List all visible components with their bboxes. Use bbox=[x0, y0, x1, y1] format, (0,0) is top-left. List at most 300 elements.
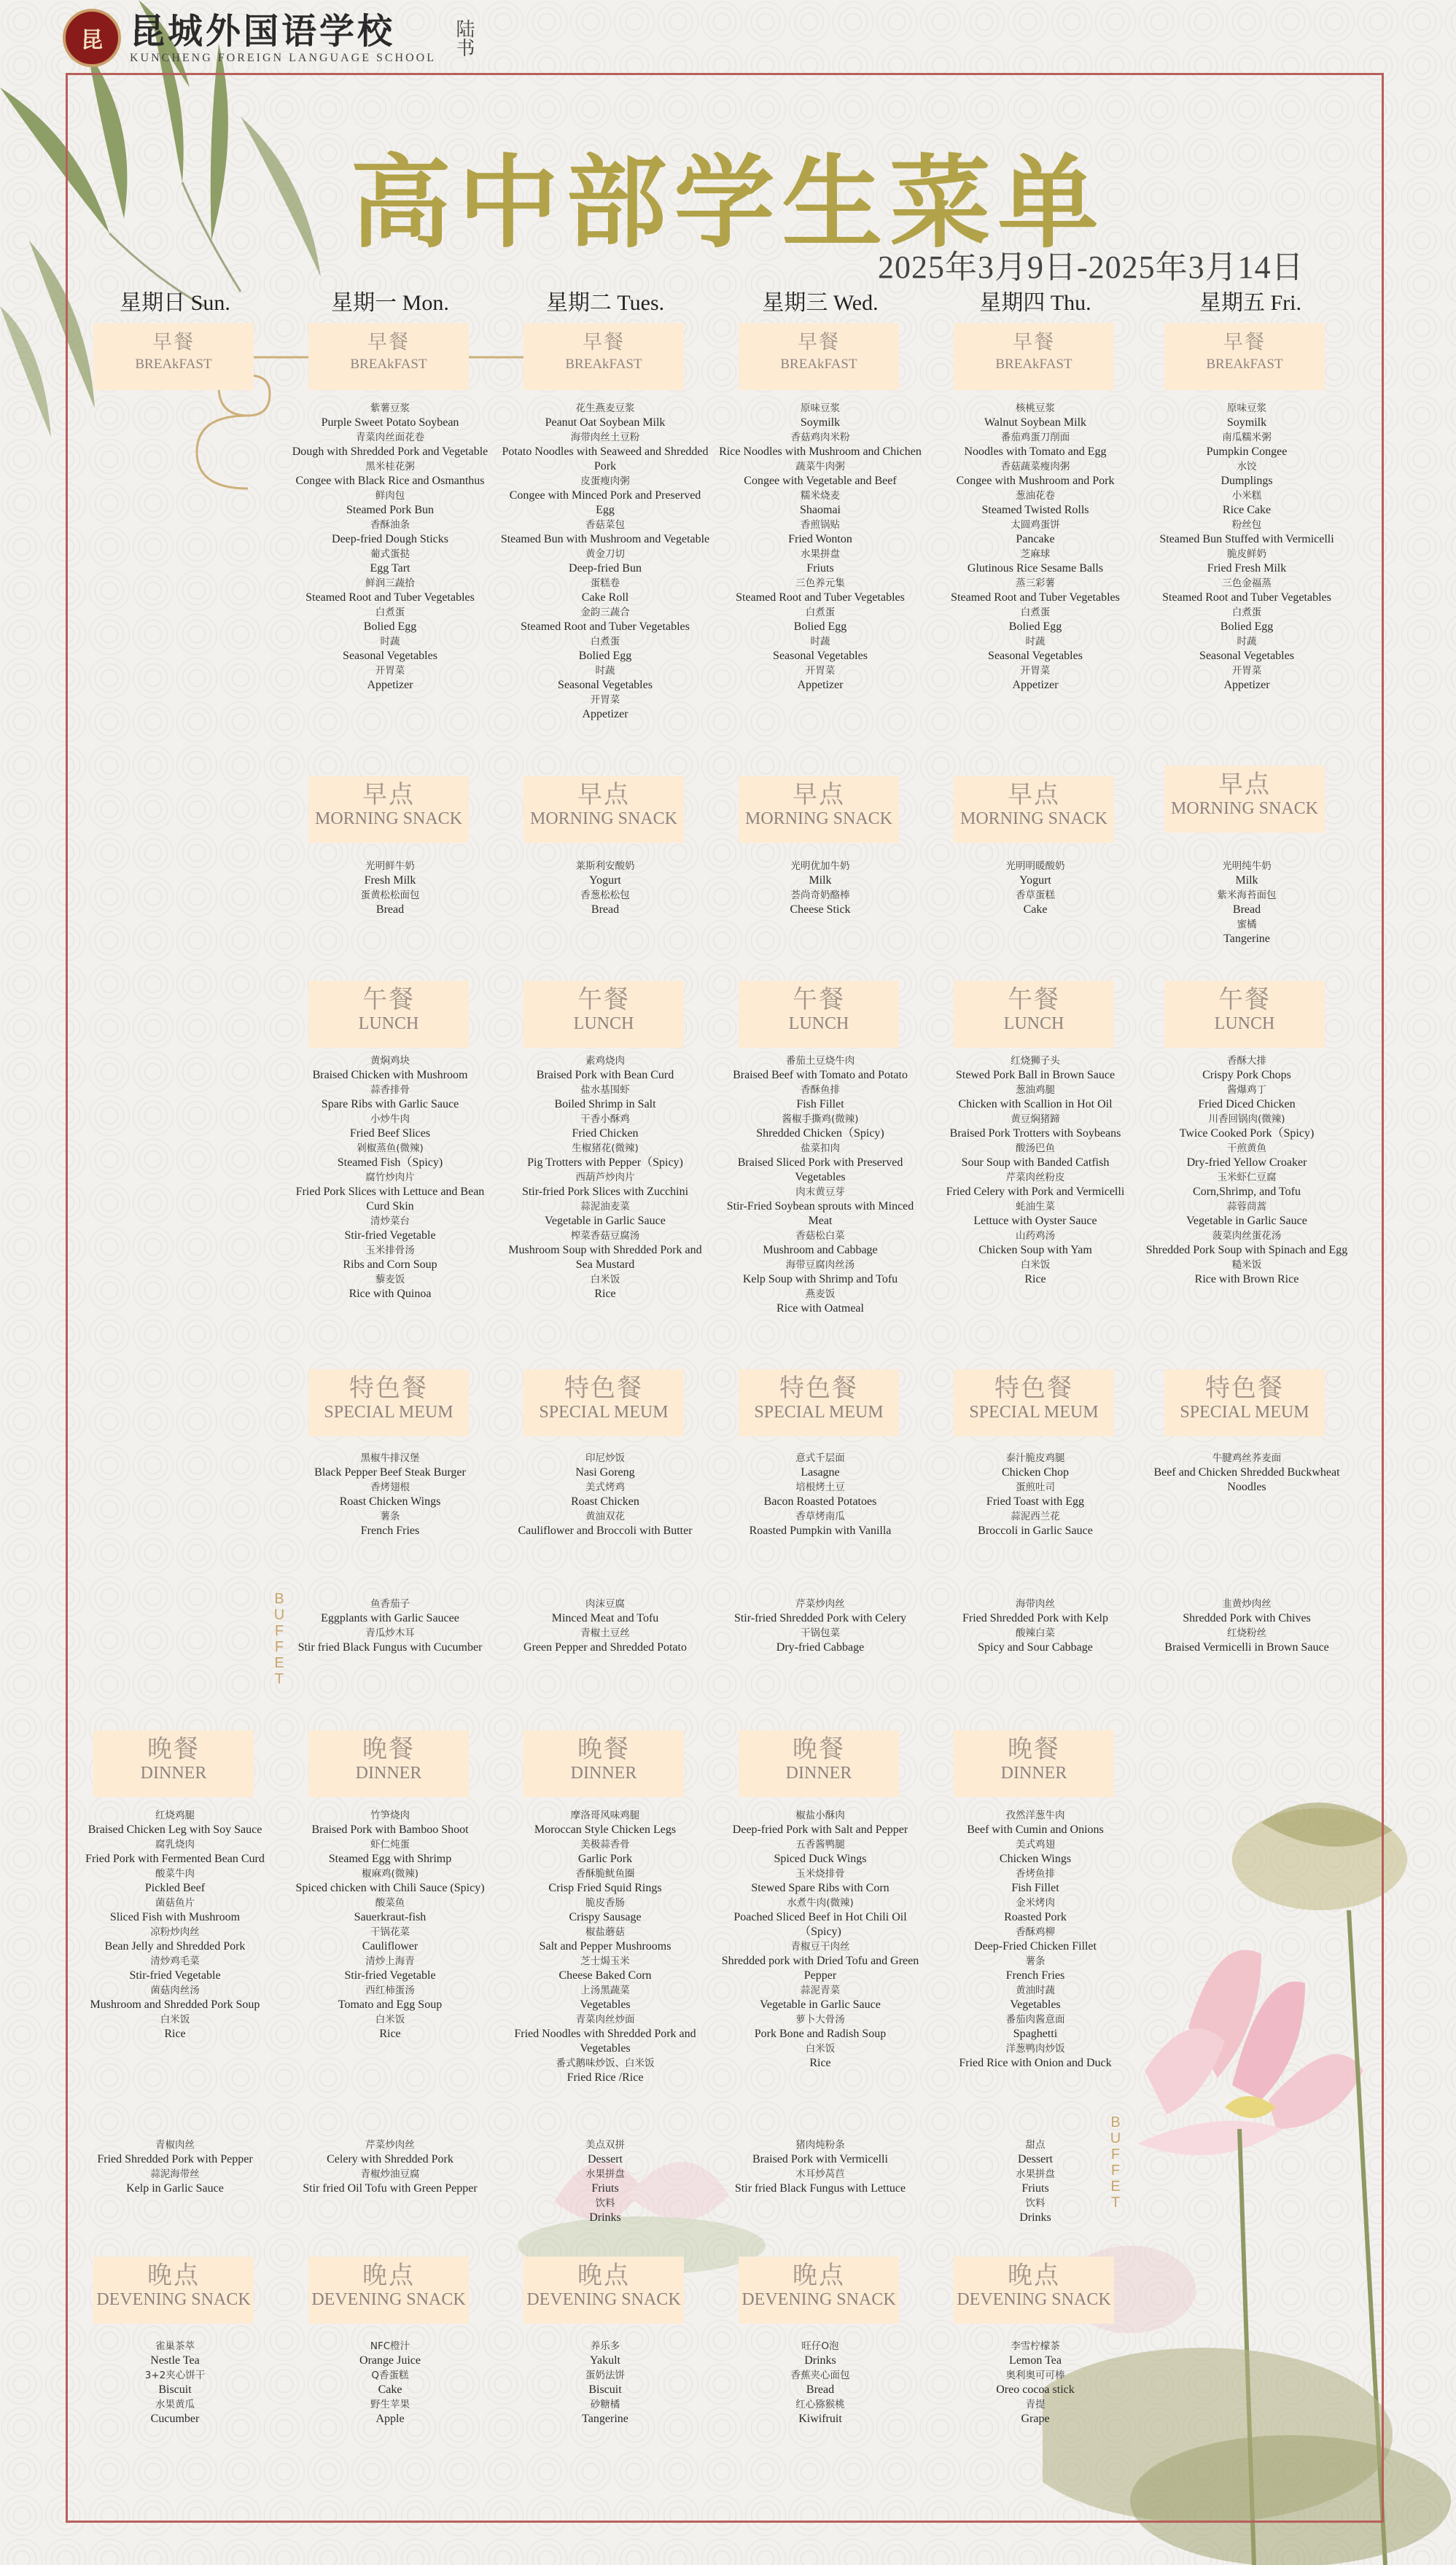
menu-item: 生椒猪花(微辣) bbox=[572, 1143, 639, 1154]
menu-item: 蒸三彩薯 bbox=[1016, 577, 1055, 589]
menu-item: Vegetable in Garlic Sauce bbox=[1186, 1215, 1307, 1227]
dinner-list-mon bbox=[284, 1808, 496, 2042]
menu-item: 芹菜炒肉丝 bbox=[795, 1598, 845, 1610]
menu-item: Fried Chicken bbox=[572, 1127, 639, 1140]
menu-item: Salt and Pepper Mushrooms bbox=[539, 1940, 671, 1953]
menu-item: 腐乳烧肉 bbox=[155, 1839, 195, 1850]
menu-item: 时蔬 bbox=[1237, 636, 1257, 647]
menu-item: 香葱松松包 bbox=[580, 890, 630, 901]
menu-item: 香酥大排 bbox=[1227, 1055, 1266, 1067]
menu-item: 奥利奥可可棒 bbox=[1005, 2370, 1065, 2381]
menu-item: 剁椒蒸鱼(微辣) bbox=[357, 1143, 424, 1154]
buffet-list-tue bbox=[499, 1597, 711, 1655]
menu-item: Vegetable in Garlic Sauce bbox=[545, 1215, 666, 1227]
menu-item: 蛋黄松松面包 bbox=[360, 890, 420, 901]
menu-item: Seasonal Vegetables bbox=[773, 650, 868, 662]
menu-item: 蒜香排骨 bbox=[370, 1084, 410, 1096]
menu-item: 玉米烧排骨 bbox=[795, 1868, 845, 1880]
school-name-cn: 昆城外国语学校 bbox=[130, 11, 396, 52]
menu-item: 印尼炒饭 bbox=[585, 1452, 625, 1464]
special-meal-badge: 特色餐 SPECIAL MEUM bbox=[308, 1369, 469, 1436]
menu-item: 鲜肉包 bbox=[375, 490, 405, 502]
dinner-buffet-list-mon bbox=[284, 2138, 496, 2196]
menu-item: 葱油花卷 bbox=[1016, 490, 1055, 502]
menu-item: 蚝油生菜 bbox=[1016, 1201, 1055, 1213]
menu-item: Potato Noodles with Seaweed and Shredded Pork bbox=[502, 445, 709, 472]
menu-item: Noodles with Tomato and Egg bbox=[964, 445, 1107, 458]
menu-item: 黄焖鸡块 bbox=[370, 1055, 410, 1067]
menu-item: Rice with Oatmeal bbox=[776, 1302, 864, 1315]
menu-item: 养乐多 bbox=[590, 2340, 620, 2352]
menu-item: 美式鸡翅 bbox=[1016, 1839, 1055, 1850]
special-list-tue bbox=[499, 1451, 711, 1538]
lunch-badge: 午餐 LUNCH bbox=[1164, 981, 1325, 1048]
special-meal-badge: 特色餐 SPECIAL MEUM bbox=[1164, 1369, 1325, 1436]
menu-item: 番茄土豆烧牛肉 bbox=[785, 1055, 855, 1067]
menu-item: 红心猕猴桃 bbox=[795, 2399, 845, 2410]
dinner-list-wed bbox=[715, 1808, 926, 2071]
menu-item: 干香小酥鸡 bbox=[580, 1113, 630, 1125]
menu-item: 番茄肉酱意面 bbox=[1005, 2014, 1065, 2025]
page-title: 高中部学生菜单 bbox=[350, 144, 1106, 262]
menu-item: Rice with Brown Rice bbox=[1194, 1273, 1299, 1285]
menu-item: Fried Shredded Pork with Pepper bbox=[97, 2153, 253, 2165]
menu-item: Bolied Egg bbox=[578, 650, 632, 662]
menu-item: Drinks bbox=[1019, 2211, 1051, 2224]
menu-item: Vegetables bbox=[1010, 1998, 1061, 2011]
menu-item: 白煮蛋 bbox=[590, 636, 620, 647]
menu-item: 椒盐小酥肉 bbox=[795, 1810, 845, 1821]
menu-item: 黄油双花 bbox=[585, 1511, 625, 1522]
evening-snack-list-tue bbox=[499, 2339, 711, 2426]
menu-item: Roasted Pork bbox=[1004, 1911, 1067, 1923]
menu-item: 野生苹果 bbox=[370, 2399, 410, 2410]
menu-item: Bacon Roasted Potatoes bbox=[763, 1495, 877, 1508]
menu-item: Friuts bbox=[806, 562, 834, 575]
menu-item: Sour Soup with Banded Catfish bbox=[961, 1156, 1110, 1169]
morning-snack-list-wed bbox=[715, 859, 926, 917]
menu-item: 糙米饭 bbox=[1231, 1259, 1262, 1271]
menu-item: 香烤鱼排 bbox=[1016, 1868, 1055, 1880]
menu-item: 粉丝包 bbox=[1231, 519, 1262, 531]
menu-item: Mushroom and Cabbage bbox=[763, 1244, 878, 1256]
menu-item: Bolied Egg bbox=[793, 620, 847, 633]
special-meal-badge: 特色餐 SPECIAL MEUM bbox=[739, 1369, 899, 1436]
dinner-list-thu bbox=[930, 1808, 1141, 2071]
menu-item: 干锅包菜 bbox=[801, 1627, 840, 1639]
menu-item: Steamed Pork Bun bbox=[346, 504, 434, 516]
menu-item: Shredded Pork with Chives bbox=[1183, 1612, 1311, 1624]
evening-snack-badge: 晚点 DEVENING SNACK bbox=[954, 2257, 1114, 2324]
buffet-list-fri bbox=[1141, 1597, 1352, 1655]
breakfast-list-wed bbox=[715, 401, 926, 693]
menu-item: 时蔬 bbox=[1025, 636, 1046, 647]
menu-item: 青椒肉丝 bbox=[155, 2139, 195, 2151]
menu-item: Seasonal Vegetables bbox=[343, 650, 437, 662]
menu-item: 李雪柠檬茶 bbox=[1011, 2340, 1060, 2352]
menu-item: 香草蛋糕 bbox=[1016, 890, 1055, 901]
breakfast-badge: 早餐 BREAkFAST bbox=[739, 323, 899, 390]
lunch-list-wed bbox=[715, 1054, 926, 1316]
menu-item: 光明纯牛奶 bbox=[1222, 860, 1272, 872]
menu-item: 开胃菜 bbox=[805, 665, 836, 677]
menu-item: 蛋糕卷 bbox=[590, 577, 620, 589]
menu-item: 白米饭 bbox=[375, 2014, 405, 2025]
menu-item: 蛋煎吐司 bbox=[1016, 1482, 1055, 1493]
menu-item: Yakult bbox=[590, 2354, 620, 2367]
dinner-list-tue bbox=[499, 1808, 711, 2085]
menu-item: 凉粉炒肉丝 bbox=[150, 1926, 200, 1938]
menu-item: Corn,Shrimp, and Tofu bbox=[1193, 1186, 1301, 1198]
menu-item: 上汤黑蔬菜 bbox=[580, 1985, 630, 1996]
menu-item: Rice with Quinoa bbox=[349, 1288, 432, 1300]
menu-item: 腐竹炒肉片 bbox=[365, 1172, 415, 1183]
menu-item: Bread bbox=[806, 2383, 835, 2396]
menu-item: Fish Fillet bbox=[1011, 1882, 1059, 1894]
menu-item: Appetizer bbox=[1012, 679, 1059, 691]
day-header-sun: 星期日 Sun. bbox=[120, 291, 230, 315]
menu-item: Fried Fresh Milk bbox=[1207, 562, 1287, 575]
menu-item: 水果黄瓜 bbox=[155, 2399, 195, 2410]
day-header-wed: 星期三 Wed. bbox=[762, 291, 879, 315]
menu-item: Braised Pork with Bean Curd bbox=[536, 1069, 674, 1081]
menu-item: 藜麦饭 bbox=[375, 1274, 405, 1285]
menu-item: Poached Sliced Beef in Hot Chili Oil（Spicy) bbox=[733, 1911, 907, 1938]
menu-item: Deep-fried Pork with Salt and Pepper bbox=[732, 1823, 908, 1836]
menu-item: Congee with Minced Pork and Preserved Egg bbox=[509, 489, 701, 516]
menu-item: 芹菜炒肉丝 bbox=[365, 2139, 415, 2151]
menu-item: 香草烤南瓜 bbox=[795, 1511, 845, 1522]
menu-item: 菌菇鱼片 bbox=[155, 1897, 195, 1909]
dinner-list-sun bbox=[69, 1808, 281, 2042]
menu-item: Cauliflower bbox=[362, 1940, 418, 1953]
menu-item: 鲜润三蔬拾 bbox=[365, 577, 415, 589]
menu-item: 水果拼盘 bbox=[1016, 2168, 1055, 2180]
menu-item: Spiced Duck Wings bbox=[774, 1853, 867, 1865]
morning-snack-list-mon bbox=[284, 859, 496, 917]
menu-item: 海带肉丝土豆粉 bbox=[570, 432, 640, 443]
menu-item: 玉米排骨汤 bbox=[365, 1245, 415, 1256]
menu-item: 莱斯利安酸奶 bbox=[575, 860, 635, 872]
menu-item: Shredded pork with Dried Tofu and Green Pepper bbox=[721, 1955, 919, 1982]
menu-item: French Fries bbox=[1005, 1969, 1065, 1982]
menu-item: Green Pepper and Shredded Potato bbox=[523, 1641, 687, 1654]
menu-item: Fried Rice with Onion and Duck bbox=[959, 2057, 1112, 2069]
morning-snack-list-fri bbox=[1141, 859, 1352, 946]
menu-item: Steamed Root and Tuber Vegetables bbox=[736, 591, 905, 604]
menu-item: Fried Celery with Pork and Vermicelli bbox=[946, 1186, 1125, 1198]
dinner-badge: 晚餐 DINNER bbox=[523, 1730, 684, 1797]
menu-item: 蒜泥青菜 bbox=[801, 1985, 840, 1996]
menu-item: Deep-Fried Chicken Fillet bbox=[974, 1940, 1097, 1953]
menu-item: Soymilk bbox=[800, 416, 841, 429]
menu-item: 萝卜大骨汤 bbox=[795, 2014, 845, 2025]
menu-item: Braised Chicken with Mushroom bbox=[312, 1069, 468, 1081]
menu-item: Cake Roll bbox=[581, 591, 629, 604]
menu-item: 香酥油条 bbox=[370, 519, 410, 531]
menu-item: Milk bbox=[809, 874, 832, 887]
lunch-badge: 午餐 LUNCH bbox=[739, 981, 899, 1048]
menu-item: Peanut Oat Soybean Milk bbox=[545, 416, 666, 429]
menu-item: 光明鲜牛奶 bbox=[365, 860, 415, 872]
buffet-label: BUFFET bbox=[1110, 2114, 1121, 2211]
special-list-fri bbox=[1141, 1451, 1352, 1495]
menu-item: 脆皮香肠 bbox=[585, 1897, 625, 1909]
menu-item: Pumpkin Congee bbox=[1206, 445, 1288, 458]
menu-item: 培根烤土豆 bbox=[795, 1482, 845, 1493]
menu-item: 香酥鱼排 bbox=[801, 1084, 840, 1096]
menu-item: 开胃菜 bbox=[1020, 665, 1051, 677]
menu-item: 洋葱鸭肉炒饭 bbox=[1005, 2043, 1065, 2055]
menu-item: 水煮牛肉(微辣) bbox=[787, 1897, 854, 1909]
menu-item: 3+2夹心饼干 bbox=[144, 2370, 206, 2381]
menu-item: Chicken with Scallion in Hot Oil bbox=[958, 1098, 1113, 1110]
menu-item: 蒜泥油麦菜 bbox=[580, 1201, 630, 1213]
menu-item: 蛋奶法饼 bbox=[585, 2370, 625, 2381]
menu-item: Rice bbox=[379, 2028, 401, 2040]
day-header-thu: 星期四 Thu. bbox=[979, 291, 1091, 315]
menu-item: 白煮蛋 bbox=[1020, 607, 1051, 618]
evening-snack-badge: 晚点 DEVENING SNACK bbox=[523, 2257, 684, 2324]
menu-item: Ribs and Corn Soup bbox=[343, 1258, 437, 1271]
dinner-badge: 晚餐 DINNER bbox=[93, 1730, 254, 1797]
menu-item: 美极蒜香骨 bbox=[580, 1839, 630, 1850]
menu-item: Congee with Black Rice and Osmanthus bbox=[295, 475, 485, 487]
menu-item: Nestle Tea bbox=[150, 2354, 200, 2367]
menu-item: Shredded Pork Soup with Spinach and Egg bbox=[1145, 1244, 1348, 1256]
breakfast-list-fri bbox=[1141, 401, 1352, 693]
menu-item: Appetizer bbox=[582, 708, 628, 720]
menu-item: Crispy Pork Chops bbox=[1202, 1069, 1291, 1081]
menu-item: Stir-fried Vegetable bbox=[129, 1969, 221, 1982]
evening-snack-list-wed bbox=[715, 2339, 926, 2426]
menu-item: Cucumber bbox=[150, 2413, 200, 2425]
menu-item: Rice bbox=[1024, 1273, 1046, 1285]
menu-item: Drinks bbox=[589, 2211, 621, 2224]
menu-item: 酱爆鸡丁 bbox=[1227, 1084, 1266, 1096]
menu-item: 菌菇肉丝汤 bbox=[150, 1985, 200, 1996]
menu-item: NFC橙汁 bbox=[370, 2340, 410, 2352]
menu-item: Eggplants with Garlic Saucee bbox=[321, 1612, 459, 1624]
menu-item: Steamed Egg with Shrimp bbox=[328, 1853, 452, 1865]
morning-snack-badge: 早点 MORNING SNACK bbox=[308, 776, 469, 843]
menu-item: 盐菜扣肉 bbox=[801, 1143, 840, 1154]
buffet-list-wed bbox=[715, 1597, 926, 1655]
menu-item: Appetizer bbox=[797, 679, 844, 691]
menu-item: 摩洛哥风味鸡腿 bbox=[570, 1810, 640, 1821]
menu-item: Lemon Tea bbox=[1009, 2354, 1062, 2367]
menu-item: Sauerkraut-fish bbox=[354, 1911, 427, 1923]
menu-item: Stir-Fried Soybean sprouts with Minced Meat bbox=[726, 1200, 914, 1227]
menu-item: 香菇蔬菜瘦肉粥 bbox=[1000, 461, 1070, 472]
menu-item: Braised Vermicelli in Brown Sauce bbox=[1164, 1641, 1329, 1654]
menu-item: Braised Sliced Pork with Preserved Vegetables bbox=[737, 1156, 903, 1183]
menu-item: Seasonal Vegetables bbox=[558, 679, 653, 691]
menu-item: Appetizer bbox=[1223, 679, 1270, 691]
menu-item: 薯条 bbox=[1025, 1955, 1046, 1967]
menu-item: 干锅花菜 bbox=[370, 1926, 410, 1938]
menu-item: Steamed Root and Tuber Vegetables bbox=[1162, 591, 1331, 604]
school-seal-icon: 昆 bbox=[63, 9, 121, 67]
menu-item: Tomato and Egg Soup bbox=[338, 1998, 443, 2011]
special-list-thu bbox=[930, 1451, 1141, 1538]
menu-item: Deep-fried Bun bbox=[569, 562, 642, 575]
menu-item: 饮料 bbox=[595, 2198, 615, 2209]
menu-item: 香蕉夹心面包 bbox=[790, 2370, 850, 2381]
menu-item: Bolied Egg bbox=[363, 620, 417, 633]
menu-item: Kiwifruit bbox=[798, 2413, 842, 2425]
menu-item: 芝麻球 bbox=[1020, 548, 1051, 560]
menu-item: 开胃菜 bbox=[590, 694, 620, 706]
menu-item: 开胃菜 bbox=[1231, 665, 1262, 677]
menu-item: Friuts bbox=[1021, 2182, 1049, 2195]
menu-item: Crispy Sausage bbox=[569, 1911, 642, 1923]
dinner-badge: 晚餐 DINNER bbox=[308, 1730, 469, 1797]
morning-snack-badge: 早点 MORNING SNACK bbox=[739, 776, 899, 843]
menu-item: Biscuit bbox=[158, 2383, 192, 2396]
menu-item: Apple bbox=[375, 2413, 405, 2425]
menu-item: Tangerine bbox=[1223, 933, 1270, 945]
menu-item: 黄豆焖猪蹄 bbox=[1011, 1113, 1060, 1125]
menu-item: Vegetable in Garlic Sauce bbox=[760, 1998, 881, 2011]
breakfast-badge: 早餐 BREAkFAST bbox=[523, 323, 684, 390]
menu-item: 白米饭 bbox=[805, 2043, 836, 2055]
menu-item: 三色金福蒸 bbox=[1222, 577, 1272, 589]
menu-item: Fried Shredded Pork with Kelp bbox=[962, 1612, 1108, 1624]
menu-item: 肉沫豆腐 bbox=[585, 1598, 625, 1610]
menu-item: 紫薯豆浆 bbox=[370, 402, 410, 414]
menu-item: Congee with Vegetable and Beef bbox=[744, 475, 897, 487]
menu-item: 三色养元集 bbox=[795, 577, 845, 589]
menu-item: 干煎黄鱼 bbox=[1227, 1143, 1266, 1154]
menu-item: 青提 bbox=[1025, 2399, 1046, 2410]
menu-item: 荟尚奇奶酪棒 bbox=[790, 890, 850, 901]
buffet-label: BUFFET bbox=[273, 1591, 285, 1687]
menu-item: 肉末黄豆芽 bbox=[795, 1186, 845, 1198]
menu-item: 青菜肉丝面花卷 bbox=[355, 432, 425, 443]
menu-item: 黄金刀切 bbox=[585, 548, 625, 560]
school-logo bbox=[63, 9, 478, 67]
menu-item: Dessert bbox=[1018, 2153, 1053, 2165]
menu-item: 海带肉丝 bbox=[1016, 1598, 1055, 1610]
menu-item: Friuts bbox=[591, 2182, 619, 2195]
menu-item: 白煮蛋 bbox=[805, 607, 836, 618]
menu-item: Rice bbox=[809, 2057, 831, 2069]
menu-item: Mushroom Soup with Shredded Pork and Sea Mustard bbox=[508, 1244, 702, 1271]
menu-item: 饮料 bbox=[1025, 2198, 1046, 2209]
menu-item: 猪肉炖粉条 bbox=[795, 2139, 845, 2151]
menu-item: Bread bbox=[1232, 903, 1261, 916]
morning-snack-list-tue bbox=[499, 859, 711, 917]
menu-item: 清炒上海青 bbox=[365, 1955, 415, 1967]
menu-item: 孜然洋葱牛肉 bbox=[1005, 1810, 1065, 1821]
menu-item: Steamed Fish（Spicy) bbox=[337, 1156, 443, 1169]
menu-item: 美式烤鸡 bbox=[585, 1482, 625, 1493]
menu-item: Spicy and Sour Cabbage bbox=[978, 1641, 1093, 1654]
special-meal-badge: 特色餐 SPECIAL MEUM bbox=[954, 1369, 1114, 1436]
evening-snack-badge: 晚点 DEVENING SNACK bbox=[739, 2257, 899, 2324]
menu-item: 红烧粉丝 bbox=[1227, 1627, 1266, 1639]
menu-item: Stir fried Black Fungus with Cucumber bbox=[297, 1641, 483, 1654]
buffet-list-thu bbox=[930, 1597, 1141, 1655]
menu-item: 五香酱鸭腿 bbox=[795, 1839, 845, 1850]
menu-item: Steamed Root and Tuber Vegetables bbox=[951, 591, 1120, 604]
lunch-list-fri bbox=[1141, 1054, 1352, 1287]
menu-item: Broccoli in Garlic Sauce bbox=[978, 1525, 1093, 1537]
evening-snack-badge: 晚点 DEVENING SNACK bbox=[93, 2257, 254, 2324]
menu-item: Dry-fried Cabbage bbox=[776, 1641, 865, 1654]
menu-item: Oreo cocoa stick bbox=[996, 2383, 1075, 2396]
menu-item: Seasonal Vegetables bbox=[1199, 650, 1294, 662]
day-header-mon: 星期一 Mon. bbox=[331, 291, 449, 315]
menu-item: Dry-fried Yellow Croaker bbox=[1186, 1156, 1307, 1169]
menu-item: 香煎锅贴 bbox=[801, 519, 840, 531]
menu-item: Walnut Soybean Milk bbox=[984, 416, 1087, 429]
menu-item: 香烤翅根 bbox=[370, 1482, 410, 1493]
menu-item: Roasted Pumpkin with Vanilla bbox=[749, 1525, 892, 1537]
menu-item: 白煮蛋 bbox=[375, 607, 405, 618]
menu-item: 红烧狮子头 bbox=[1011, 1055, 1060, 1067]
menu-item: Deep-fried Dough Sticks bbox=[332, 533, 448, 545]
menu-item: Congee with Mushroom and Pork bbox=[956, 475, 1115, 487]
menu-item: Dumplings bbox=[1221, 475, 1273, 487]
menu-item: 玉米虾仁豆腐 bbox=[1217, 1172, 1277, 1183]
menu-item: 椒麻鸡(微辣) bbox=[361, 1868, 419, 1880]
menu-item: Pig Trotters with Pepper（Spicy) bbox=[527, 1156, 683, 1169]
menu-item: Cheese Stick bbox=[790, 903, 851, 916]
menu-item: 酱椒手撕鸡(微辣) bbox=[782, 1113, 859, 1125]
menu-item: 小炒牛肉 bbox=[370, 1113, 410, 1125]
menu-item: 光明明暖酸奶 bbox=[1005, 860, 1065, 872]
special-list-mon bbox=[284, 1451, 496, 1538]
menu-item: 美点双拼 bbox=[585, 2139, 625, 2151]
menu-item: Steamed Bun Stuffed with Vermicelli bbox=[1159, 533, 1334, 545]
menu-item: Garlic Pork bbox=[577, 1853, 633, 1865]
menu-item: Chicken Wings bbox=[999, 1853, 1072, 1865]
lunch-badge: 午餐 LUNCH bbox=[954, 981, 1114, 1048]
menu-item: Cake bbox=[378, 2383, 402, 2396]
menu-item: Steamed Root and Tuber Vegetables bbox=[305, 591, 475, 604]
menu-item: 清炒菜台 bbox=[370, 1215, 410, 1227]
menu-item: Roast Chicken Wings bbox=[339, 1495, 441, 1508]
menu-item: Rice bbox=[164, 2028, 186, 2040]
menu-item: Stewed Spare Ribs with Corn bbox=[751, 1882, 889, 1894]
menu-item: 金米烤肉 bbox=[1016, 1897, 1055, 1909]
menu-item: 时蔬 bbox=[380, 636, 400, 647]
menu-item: 太圆鸡蛋饼 bbox=[1011, 519, 1060, 531]
menu-item: Grape bbox=[1021, 2413, 1050, 2425]
calligraphy-signature: 陆书 bbox=[453, 19, 475, 57]
menu-item: 芹菜肉丝粉皮 bbox=[1005, 1172, 1065, 1183]
morning-snack-badge: 早点 MORNING SNACK bbox=[954, 776, 1114, 843]
dinner-badge: 晚餐 DINNER bbox=[954, 1730, 1114, 1797]
lunch-list-mon bbox=[284, 1054, 496, 1301]
menu-item: 黑米桂花粥 bbox=[365, 461, 415, 472]
menu-item: 薯条 bbox=[380, 1511, 400, 1522]
menu-item: 甜点 bbox=[1025, 2139, 1046, 2151]
menu-item: Yogurt bbox=[589, 874, 621, 887]
menu-item: Rice bbox=[594, 1288, 616, 1300]
dinner-buffet-list-wed bbox=[715, 2138, 926, 2196]
menu-item: Glutinous Rice Sesame Balls bbox=[967, 562, 1104, 575]
menu-item: 西葫芦炒肉片 bbox=[575, 1172, 635, 1183]
menu-item: 水果拼盘 bbox=[801, 548, 840, 560]
morning-snack-badge: 早点 MORNING SNACK bbox=[1164, 766, 1325, 833]
buffet-list-mon bbox=[284, 1597, 496, 1655]
menu-item: 水饺 bbox=[1237, 461, 1257, 472]
menu-item: Moroccan Style Chicken Legs bbox=[534, 1823, 677, 1836]
menu-item: Cauliflower and Broccoli with Butter bbox=[518, 1525, 693, 1537]
